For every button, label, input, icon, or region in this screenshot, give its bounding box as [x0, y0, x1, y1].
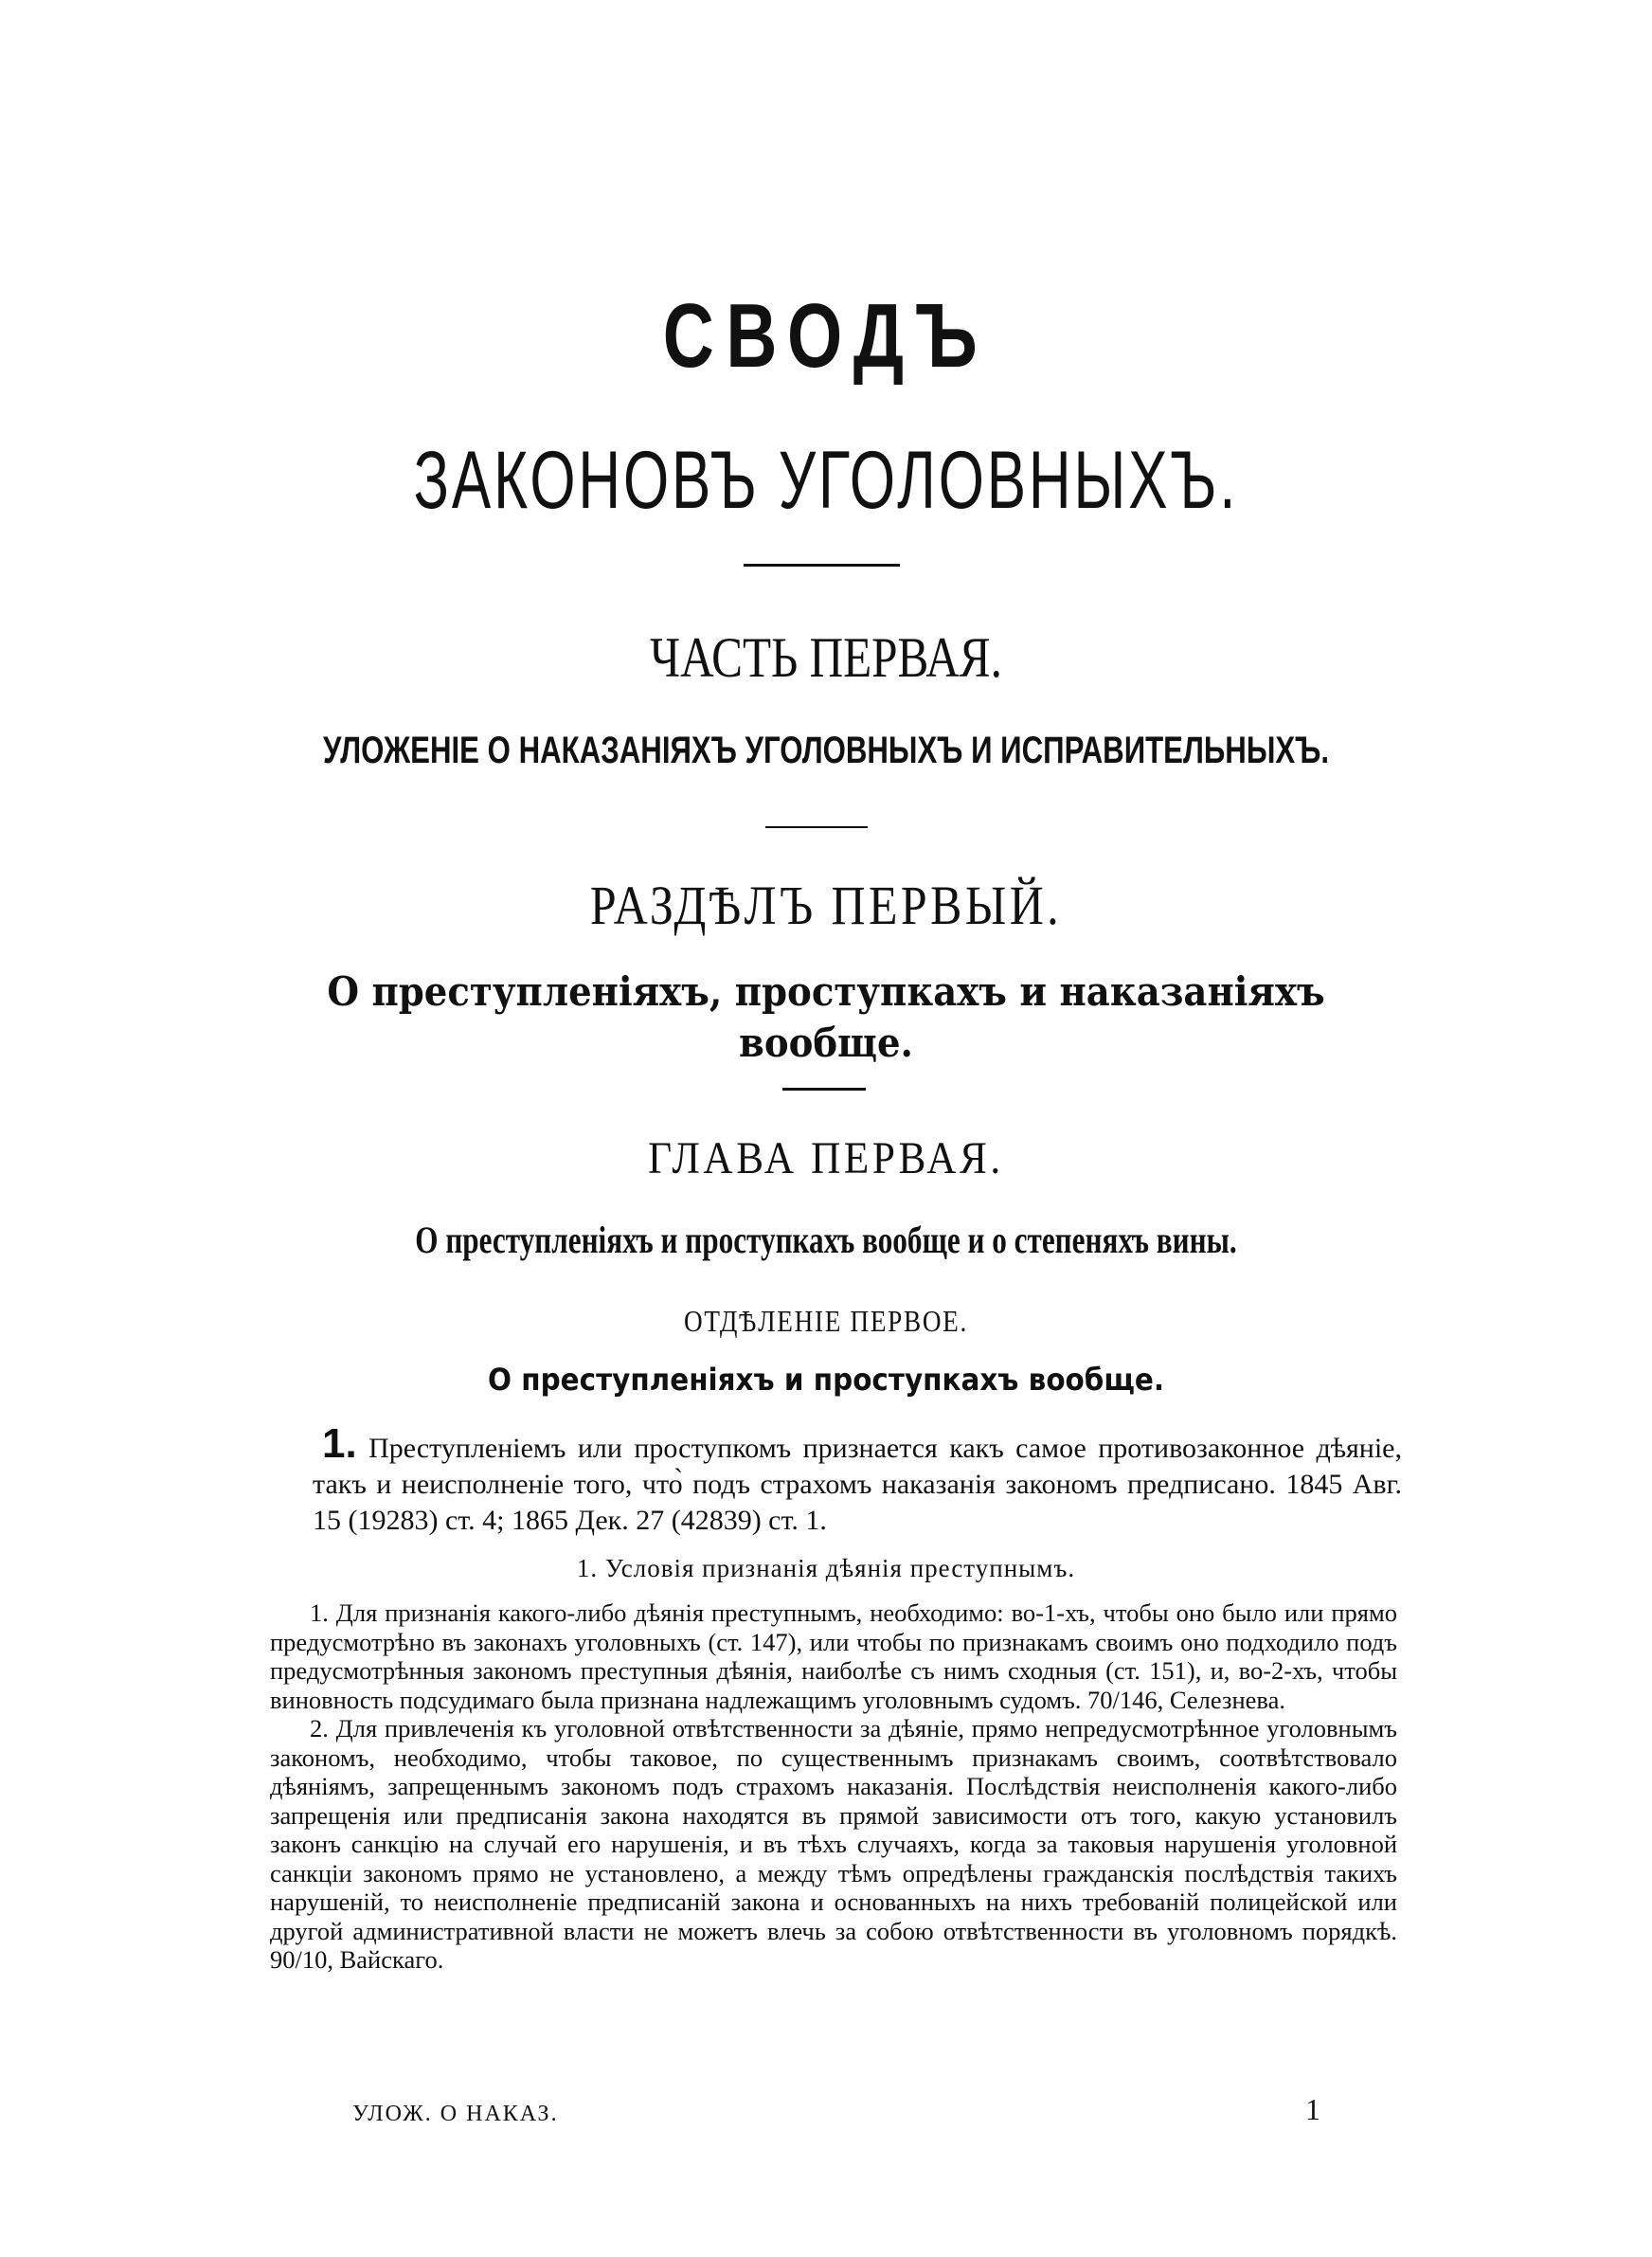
main-subtitle: ЗАКОНОВЪ УГОЛОВНЫХЪ.: [413, 435, 1239, 526]
section-subtitle-line: вообще.: [738, 1020, 913, 1066]
chapter-title: ГЛАВА ПЕРВАЯ.: [648, 1133, 1004, 1183]
section-title: РАЗДѢЛЪ ПЕРВЫЙ.: [589, 875, 1063, 936]
note-heading: 1. Условія признанія дѣянія преступнымъ.: [576, 1554, 1076, 1582]
department-subtitle: О преступленіяхъ и проступкахъ вообще.: [487, 1362, 1165, 1398]
note-paragraph: 1. Для признанія какого-либо дѣянія преступнымъ, необходимо: во-1-хъ, чтобы оно было или прямо предусмотрѣно въ законахъ уголовныхъ (ст. 147), или чтобы по признакамъ своимъ оно подходило подъ предусмотрѣнныя закономъ преступныя дѣянія, наиболѣе съ нимъ сходныя (ст. 151), и, во-2-хъ, чтобы виновность подсудимаго была признана надлежащимъ уголовнымъ судомъ. 70/146, Селезнева.: [270, 1598, 1397, 1714]
article-text: Преступленіемъ или проступкомъ признается какъ самое противозаконное дѣяніе, такъ и неисполненіе того, что̀ подъ страхомъ наказанія закономъ предписано. 1845 Авг. 15 (19283) ст. 4; 1865 Дек. 27 (42839) ст. 1.: [313, 1433, 1403, 1536]
commentary-notes: [270, 1598, 1397, 1975]
section-subtitle-line: О преступленіяхъ, проступкахъ и наказаніяхъ: [327, 968, 1325, 1015]
page-number: 1: [1305, 2092, 1320, 2126]
article-paragraph: [313, 1420, 1403, 1539]
part-title: ЧАСТЬ ПЕРВАЯ.: [650, 626, 1002, 689]
part-subtitle: УЛОЖЕНІЕ О НАКАЗАНІЯХЪ УГОЛОВНЫХЪ И ИСПРАВИТЕЛЬНЫХЪ.: [322, 730, 1329, 771]
section-subtitle: [66, 966, 1586, 1069]
department-title: ОТДѢЛЕНІЕ ПЕРВОЕ.: [683, 1304, 968, 1338]
main-title: СВОДЪ: [662, 285, 990, 387]
chapter-subtitle: О преступленіяхъ и проступкахъ вообще и о степеняхъ вины.: [415, 1219, 1237, 1261]
divider-rule: [744, 564, 900, 567]
article-number: 1.: [322, 1420, 357, 1467]
article-1: [313, 1420, 1403, 1539]
divider-rule: [782, 1088, 866, 1091]
note-paragraph: 2. Для привлеченія къ уголовной отвѣтственности за дѣяніе, прямо непредусмотрѣнное уголовнымъ закономъ, необходимо, чтобы таковое, по существеннымъ признакамъ своимъ, соотвѣтствовало дѣяніямъ, запрещеннымъ закономъ подъ страхомъ наказанія. Послѣдствія неисполненія какого-либо запрещенія или предписанія закона находятся въ прямой зависимости отъ того, какую установилъ законъ санкцію на случай его нарушенія, и въ тѣхъ случаяхъ, когда за таковыя нарушенія уголовной санкціи закономъ прямо не установлено, а между тѣмъ опредѣлены гражданскія послѣдствія такихъ нарушеній, то неисполненіе предписаній закона и основанныхъ на нихъ требованій полицейской или другой административной власти не можетъ влечь за собою отвѣтственности въ уголовномъ порядкѣ. 90/10, Вайскаго.: [270, 1714, 1397, 1974]
divider-rule: [765, 826, 868, 828]
footer-signature: УЛОЖ. О НАКАЗ.: [352, 2102, 559, 2126]
